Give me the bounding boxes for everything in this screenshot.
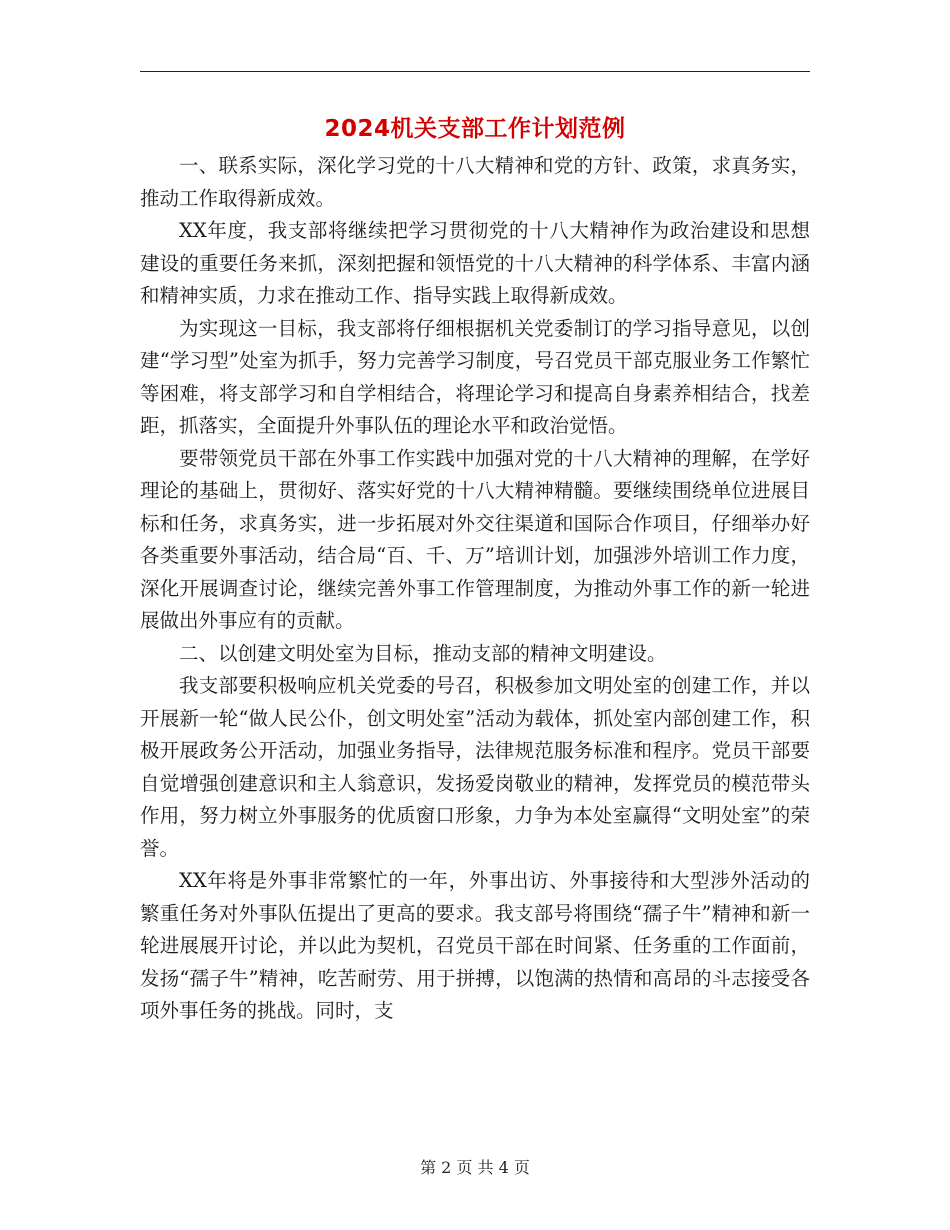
paragraph: 要带领党员干部在外事工作实践中加强对党的十八大精神的理解，在学好理论的基础上，贯彻好、落实好党的十八大精神精髓。要继续围绕单位进展目标和任务，求真务实，进一步拓展对外交往渠道和国际合作项目，仔细举办好各类重要外事活动，结合局“百、千、万”培训计划，加强涉外培训工作力度，深化开展调查讨论，继续完善外事工作管理制度，为推动外事工作的新一轮进展做出外事应有的贡献。 [140, 446, 810, 632]
paragraph: XX年度，我支部将继续把学习贯彻党的十八大精神作为政治建设和思想建设的重要任务来抓，深刻把握和领悟党的十八大精神的科学体系、丰富内涵和精神实质，力求在推动工作、指导实践上取得新成效。 [140, 219, 810, 307]
paragraph: 一、联系实际，深化学习党的十八大精神和党的方针、政策，求真务实，推动工作取得新成效。 [140, 154, 810, 210]
paragraph: 为实现这一目标，我支部将仔细根据机关党委制订的学习指导意见，以创建“学习型”处室为抓手，努力完善学习制度，号召党员干部克服业务工作繁忙等困难，将支部学习和自学相结合，将理论学习和提高自身素养相结合，找差距，抓落实，全面提升外事队伍的理论水平和政治觉悟。 [140, 316, 810, 437]
page-number-footer: 第 2 页 共 4 页 [420, 1158, 530, 1177]
document-title: 2024机关支部工作计划范例 [324, 116, 626, 142]
paragraph: 我支部要积极响应机关党委的号召，积极参加文明处室的创建工作，并以开展新一轮“做人民公仆，创文明处室”活动为载体，抓处室内部创建工作，积极开展政务公开活动，加强业务指导，法律规范服务标准和程序。党员干部要自觉增强创建意识和主人翁意识，发扬爱岗敬业的精神，发挥党员的模范带头作用，努力树立外事服务的优质窗口形象，力争为本处室赢得“文明处室”的荣誉。 [140, 674, 810, 860]
paragraph: 二、以创建文明处室为目标，推动支部的精神文明建设。 [179, 641, 667, 665]
document-body [140, 150, 810, 1028]
header-rule [140, 71, 810, 72]
paragraph: XX年将是外事非常繁忙的一年，外事出访、外事接待和大型涉外活动的繁重任务对外事队伍提出了更高的要求。我支部号将围绕“孺子牛”精神和新一轮进展展开讨论，并以此为契机，召党员干部在时间紧、任务重的工作面前，发扬“孺子牛”精神，吃苦耐劳、用于拼搏，以饱满的热情和高昂的斗志接受各项外事任务的挑战。同时，支 [140, 869, 810, 1022]
